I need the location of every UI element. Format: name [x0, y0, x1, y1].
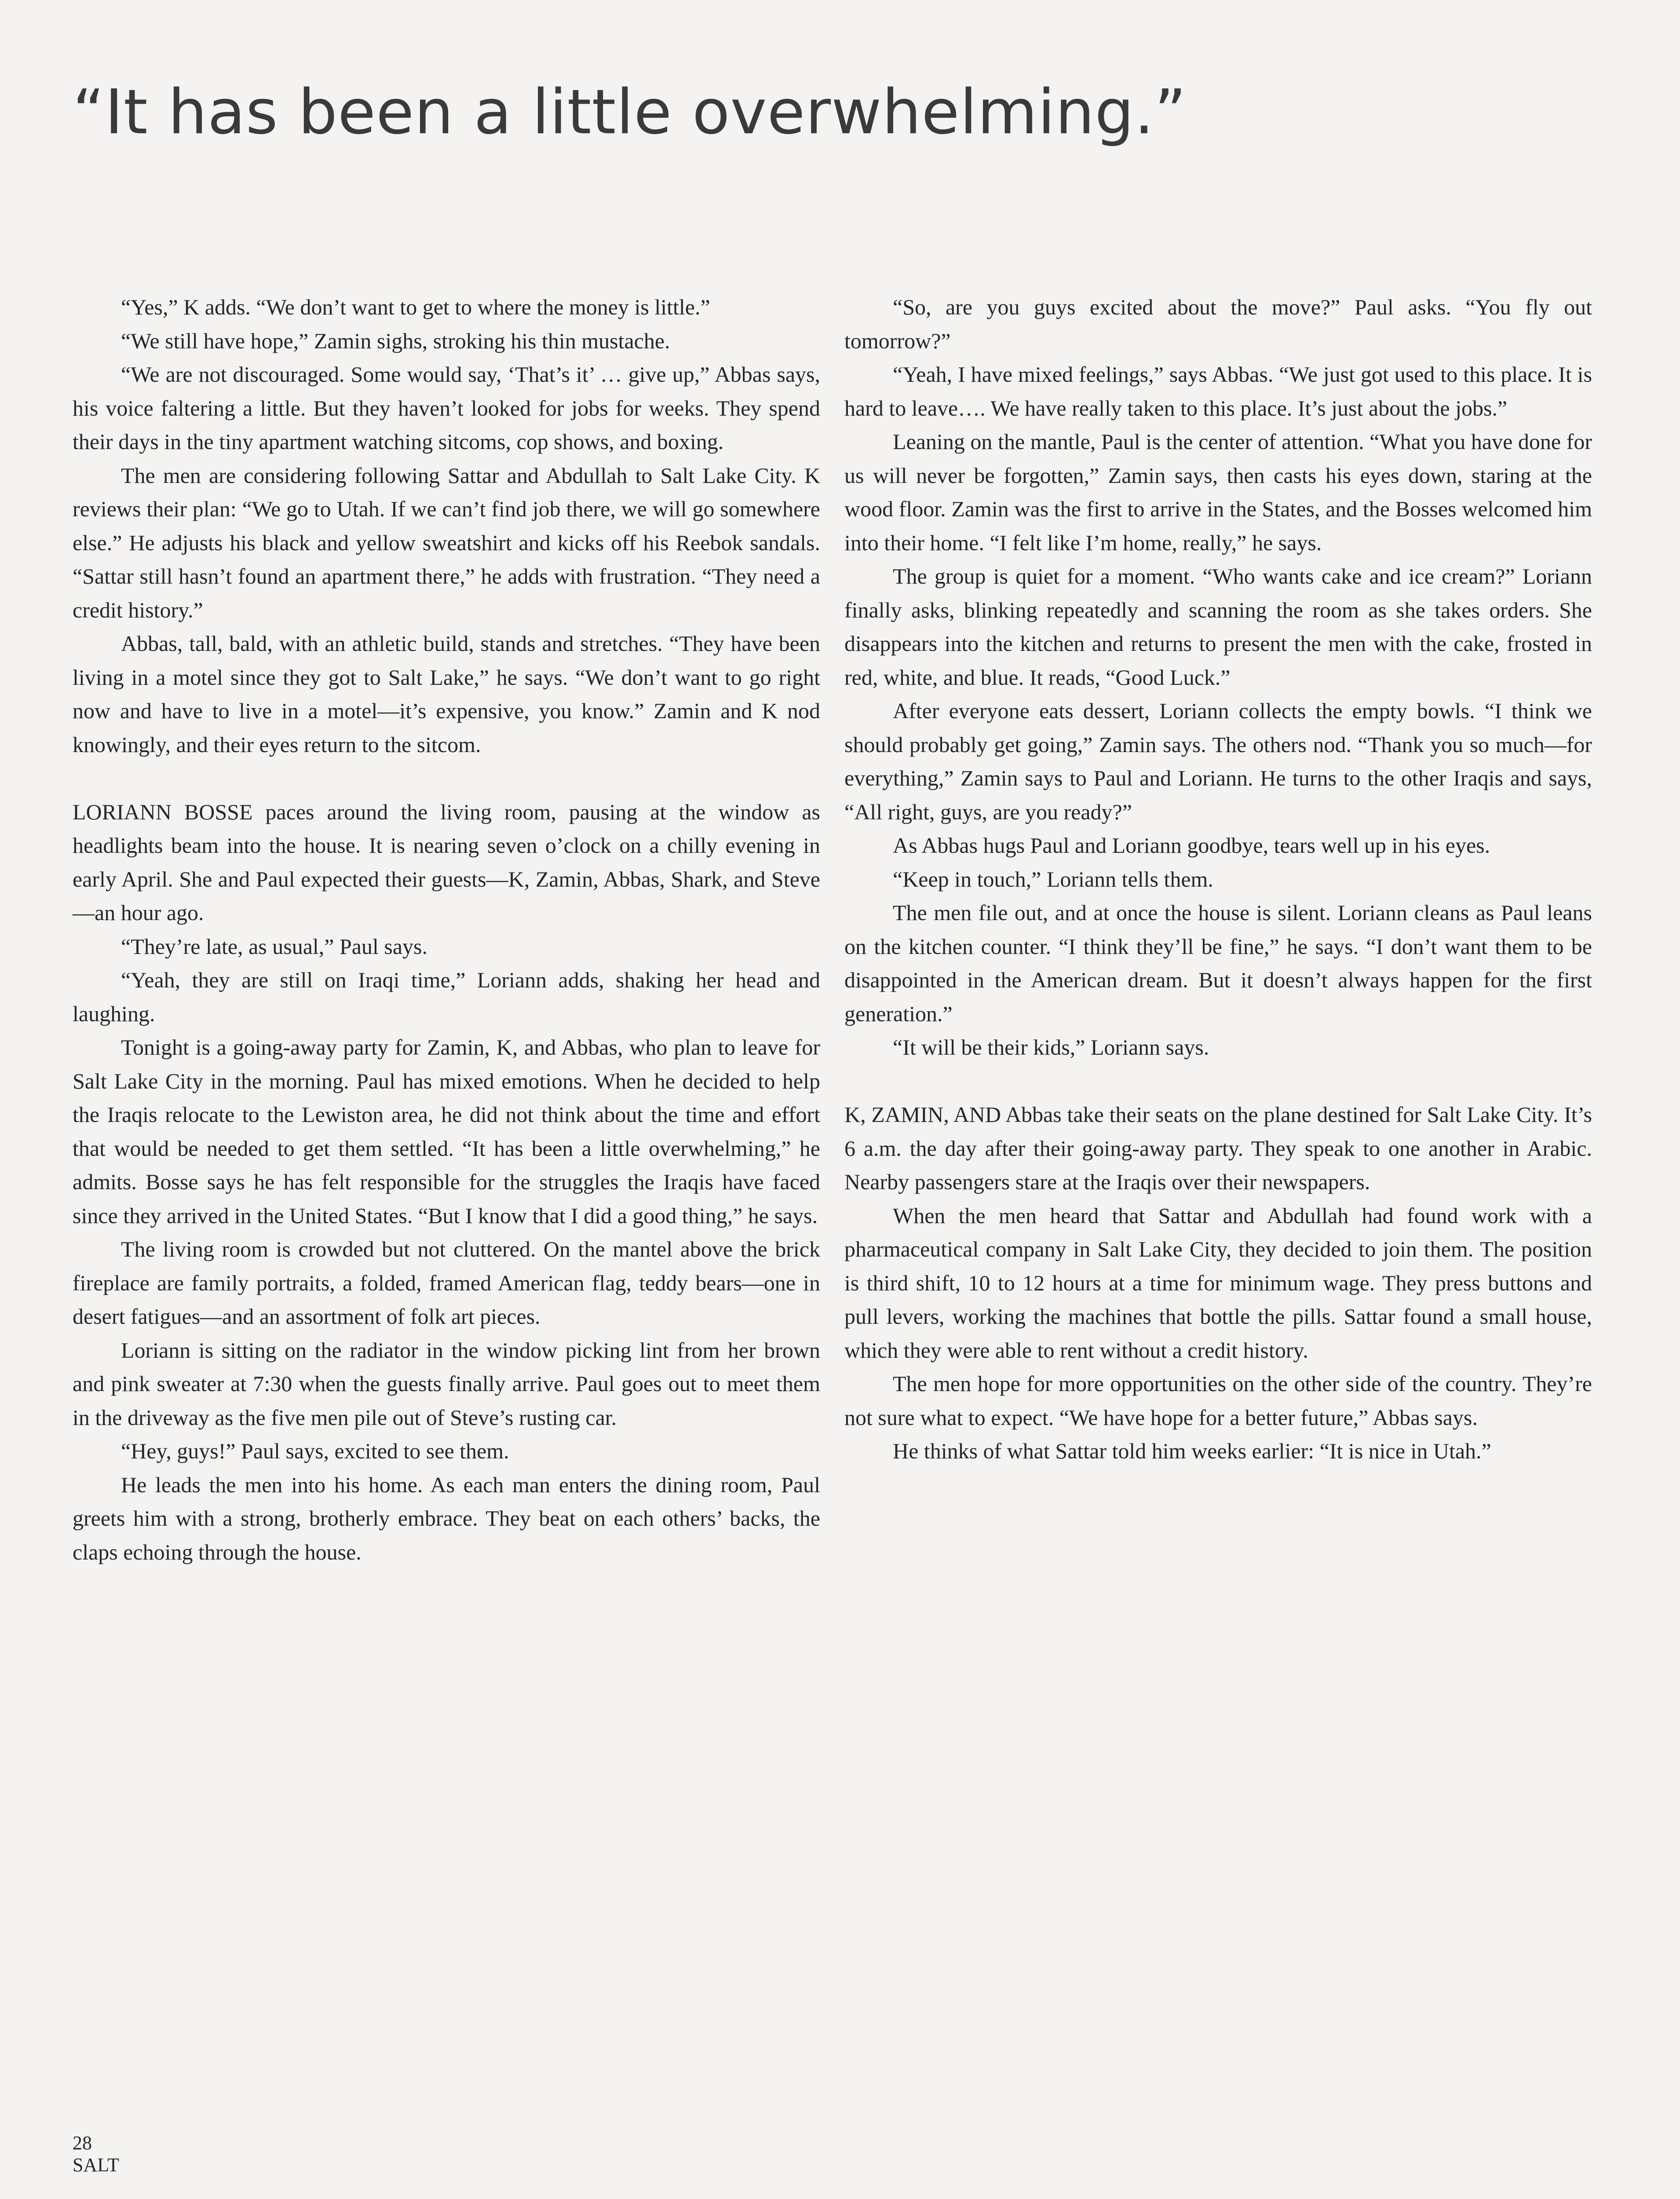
paragraph: Leaning on the mantle, Paul is the center of attention. “What you have done for us will never be forgotten,” Zamin says, then casts his eyes down, staring at the wood floor. Zamin was the first to arrive in the States, and the Bosses welcomed him into their home. “I felt like I’m home, really,” he says.: [844, 429, 1592, 555]
paragraph: Abbas, tall, bald, with an athletic build, stands and stretches. “They have been living in a motel since they got to Salt Lake,” he says. “We don’t want to go right now and have to live in a motel—it’s expensive, you know.” Zamin and K nod knowingly, and their eyes return to the sitcom.: [73, 631, 820, 757]
paragraph: He leads the men into his home. As each man enters the dining room, Paul greets him with a strong, brotherly embrace. They beat on each others’ backs, the claps echoing through the house.: [73, 1472, 820, 1564]
paragraph: “Yeah, they are still on Iraqi time,” Loriann adds, shaking her head and laughing.: [73, 968, 820, 1026]
paragraph: “Hey, guys!” Paul says, excited to see them.: [121, 1439, 509, 1463]
publication-name: SALT: [73, 2154, 119, 2176]
folio: [73, 2132, 119, 2176]
paragraph: The men hope for more opportunities on the other side of the country. They’re not sure what to expect. “We have hope for a better future,” Abbas says.: [844, 1371, 1592, 1430]
paragraph: “So, are you guys excited about the move?” Paul asks. “You fly out tomorrow?”: [844, 295, 1592, 353]
pull-quote: “It has been a little overwhelming.”: [73, 77, 1187, 148]
paragraph: “They’re late, as usual,” Paul says.: [121, 934, 427, 959]
paragraph: “We are not discouraged. Some would say, ‘That’s it’ … give up,” Abbas says, his voice faltering a little. But they haven’t looked for jobs for weeks. They spend their days in the tiny apartment watching sitcoms, cop shows, and boxing.: [73, 362, 820, 454]
paragraph: The men file out, and at once the house is silent. Loriann cleans as Paul leans on the kitchen counter. “I think they’ll be fine,” he says. “I don’t want them to be disappointed in the American dream. But it doesn’t always happen for the first generation.”: [844, 900, 1592, 1026]
page-number: 28: [73, 2132, 92, 2154]
section-lead-paragraph: LORIANN BOSSE paces around the living room, pausing at the window as headlights beam into the house. It is nearing seven o’clock on a chilly evening in early April. She and Paul expected their guests—K, Zamin, Abbas, Shark, and Steve—an hour ago.: [73, 799, 820, 925]
paragraph: After everyone eats dessert, Loriann collects the empty bowls. “I think we should probably get going,” Zamin says. The others nod. “Thank you so much—for everything,” Zamin says to Paul and Loriann. He turns to the other Iraqis and says, “All right, guys, are you ready?”: [844, 698, 1592, 824]
paragraph: When the men heard that Sattar and Abdullah had found work with a pharmaceutical company in Salt Lake City, they decided to join them. The position is third shift, 10 to 12 hours at a time for minimum wage. They press buttons and pull levers, working the machines that bottle the pills. Sattar found a small house, which they were able to rent without a credit history.: [844, 1203, 1592, 1363]
paragraph: As Abbas hugs Paul and Loriann goodbye, tears well up in his eyes.: [893, 833, 1490, 858]
right-column: [844, 290, 1592, 1468]
paragraph: Loriann is sitting on the radiator in the window picking lint from her brown and pink sweater at 7:30 when the guests finally arrive. Paul goes out to meet them in the driveway as the five men pile out of Steve’s rusting car.: [73, 1337, 820, 1430]
paragraph: “Yes,” K adds. “We don’t want to get to where the money is little.”: [121, 295, 710, 319]
paragraph: “Yeah, I have mixed feelings,” says Abbas. “We just got used to this place. It is hard to leave…. We have really taken to this place. It’s just about the jobs.”: [844, 362, 1592, 420]
paragraph: The men are considering following Sattar and Abdullah to Salt Lake City. K reviews their plan: “We go to Utah. If we can’t find job there, we will go somewhere else.” He adjusts his black and yellow sweatshirt and kicks off his Reebok sandals. “Sattar still hasn’t found an apartment there,” he adds with frustration. “They need a credit history.”: [73, 463, 820, 622]
paragraph: “It will be their kids,” Loriann says.: [893, 1035, 1209, 1059]
paragraph: Tonight is a going-away party for Zamin, K, and Abbas, who plan to leave for Salt Lake City in the morning. Paul has mixed emotions. When he decided to help the Iraqis relocate to the Lewiston area, he did not think about the time and effort that would be needed to get them settled. “It has been a little overwhelming,” he admits. Bosse says he has felt responsible for the struggles the Iraqis have faced since they arrived in the United States. “But I know that I did a good thing,” he says.: [73, 1035, 820, 1228]
paragraph: “Keep in touch,” Loriann tells them.: [893, 866, 1213, 891]
paragraph: “We still have hope,” Zamin sighs, stroking his thin mustache.: [121, 328, 670, 353]
paragraph: The living room is crowded but not cluttered. On the mantel above the brick fireplace are family portraits, a folded, framed American flag, teddy bears—one in desert fatigues—and an assortment of folk art pieces.: [73, 1237, 820, 1329]
paragraph: The group is quiet for a moment. “Who wants cake and ice cream?” Loriann finally asks, blinking repeatedly and scanning the room as she takes orders. She disappears into the kitchen and returns to present the men with the cake, frosted in red, white, and blue. It reads, “Good Luck.”: [844, 564, 1592, 690]
paragraph: He thinks of what Sattar told him weeks earlier: “It is nice in Utah.”: [893, 1439, 1491, 1463]
section-lead-paragraph: K, ZAMIN, AND Abbas take their seats on the plane destined for Salt Lake City. It’s 6 a.m. the day after their going-away party. They speak to one another in Arabic. Nearby passengers stare at the Iraqis over their newspapers.: [844, 1102, 1592, 1194]
left-column: [73, 290, 820, 1569]
